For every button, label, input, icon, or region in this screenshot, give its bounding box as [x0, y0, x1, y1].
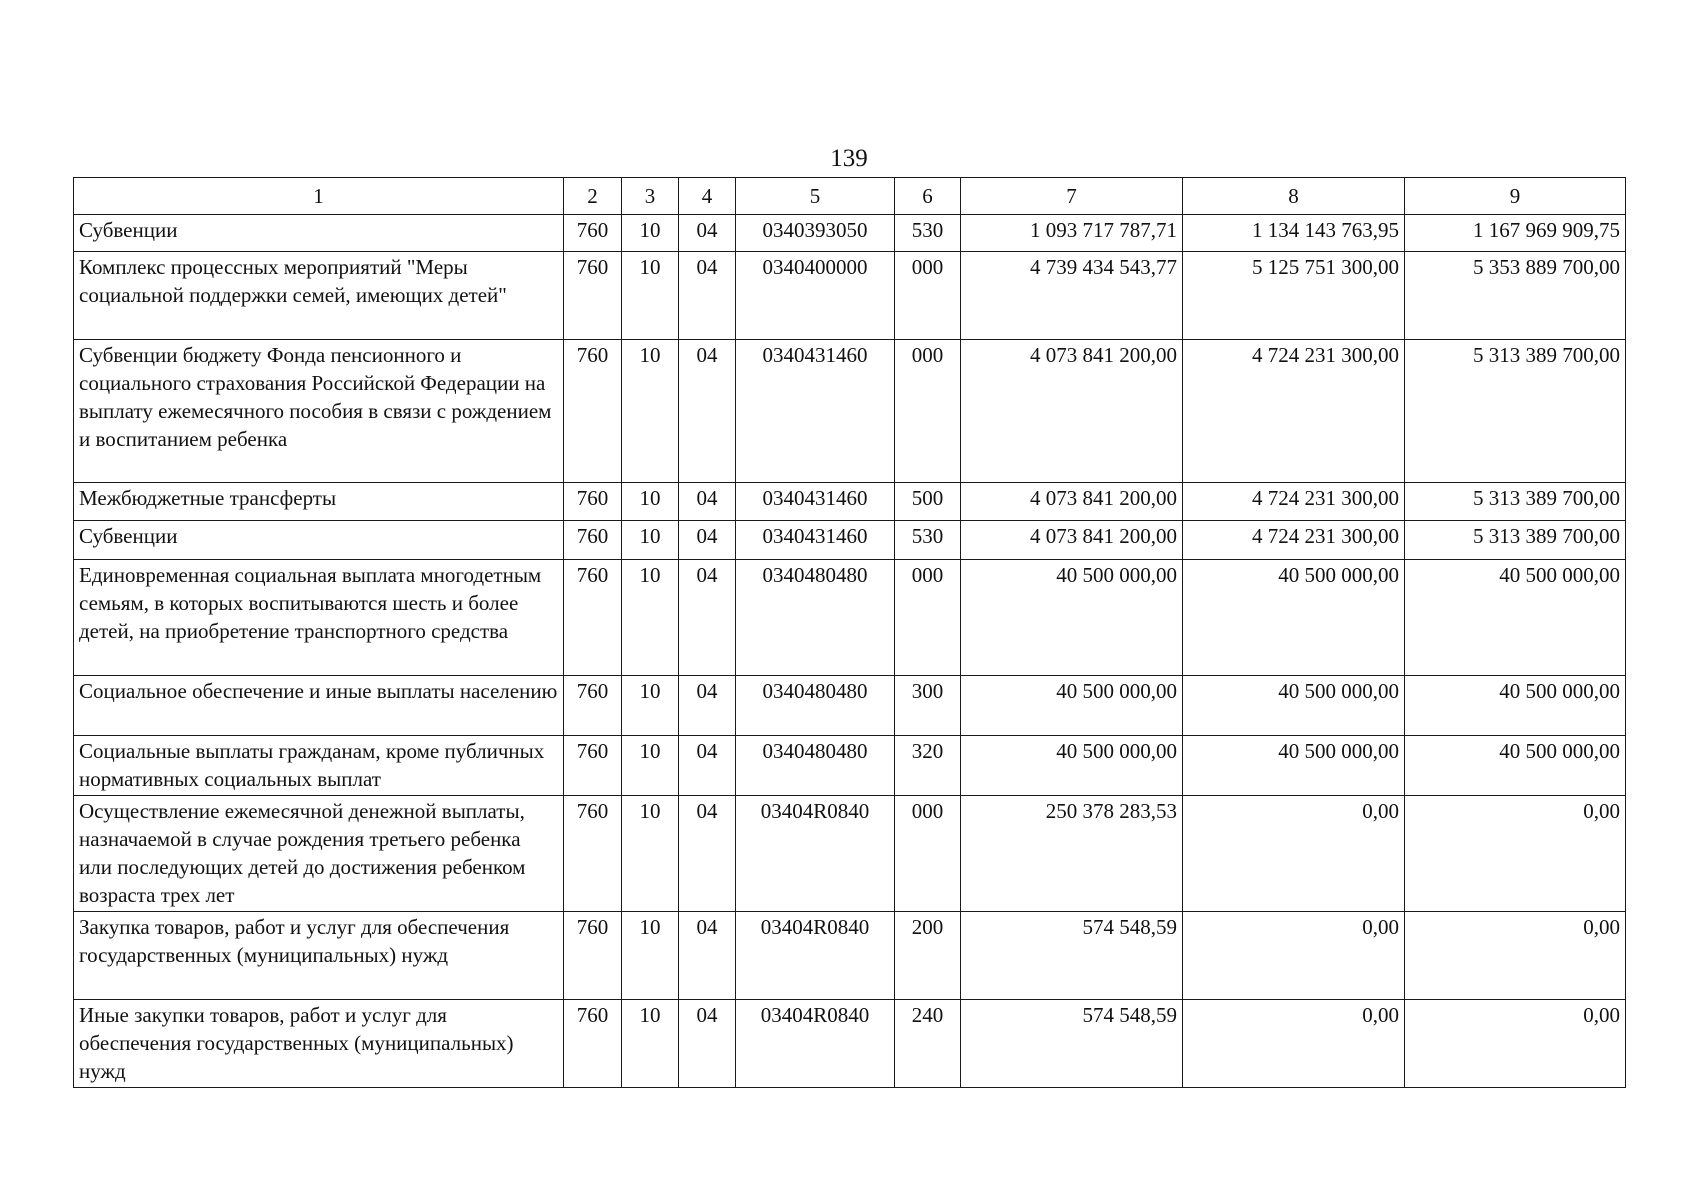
- row-name: Субвенции: [74, 215, 564, 252]
- code-col4: 04: [679, 560, 736, 676]
- code-col4: 04: [679, 912, 736, 1000]
- code-col5: 0340480480: [736, 676, 895, 736]
- table-row: [74, 1000, 1626, 1088]
- amount-col8: 40 500 000,00: [1183, 736, 1405, 796]
- column-header: 3: [622, 178, 679, 215]
- code-col4: 04: [679, 252, 736, 340]
- code-col3: 10: [622, 215, 679, 252]
- amount-col8: 0,00: [1183, 796, 1405, 912]
- code-col5: 0340400000: [736, 252, 895, 340]
- column-header: 2: [564, 178, 622, 215]
- amount-col8: 4 724 231 300,00: [1183, 521, 1405, 560]
- code-col6: 240: [895, 1000, 961, 1088]
- code-col6: 320: [895, 736, 961, 796]
- code-col2: 760: [564, 521, 622, 560]
- column-header: 1: [74, 178, 564, 215]
- code-col3: 10: [622, 252, 679, 340]
- amount-col7: 1 093 717 787,71: [961, 215, 1183, 252]
- amount-col8: 0,00: [1183, 1000, 1405, 1088]
- column-header: 5: [736, 178, 895, 215]
- amount-col9: 5 313 389 700,00: [1405, 340, 1626, 483]
- amount-col7: 4 073 841 200,00: [961, 521, 1183, 560]
- table-row: [74, 676, 1626, 736]
- code-col2: 760: [564, 252, 622, 340]
- row-name: Субвенции бюджету Фонда пенсионного и социального страхования Российской Федерации на выплату ежемесячного пособия в связи с рождением и воспитанием ребенка: [74, 340, 564, 483]
- amount-col7: 4 739 434 543,77: [961, 252, 1183, 340]
- budget-table: [73, 177, 1626, 1088]
- page-number: 139: [830, 145, 868, 172]
- code-col2: 760: [564, 736, 622, 796]
- code-col2: 760: [564, 796, 622, 912]
- code-col3: 10: [622, 483, 679, 521]
- amount-col8: 40 500 000,00: [1183, 676, 1405, 736]
- row-name: Закупка товаров, работ и услуг для обеспечения государственных (муниципальных) нужд: [74, 912, 564, 1000]
- amount-col9: 5 313 389 700,00: [1405, 521, 1626, 560]
- amount-col7: 4 073 841 200,00: [961, 483, 1183, 521]
- code-col3: 10: [622, 796, 679, 912]
- code-col5: 0340393050: [736, 215, 895, 252]
- amount-col7: 574 548,59: [961, 912, 1183, 1000]
- amount-col9: 0,00: [1405, 1000, 1626, 1088]
- column-header: 6: [895, 178, 961, 215]
- code-col2: 760: [564, 912, 622, 1000]
- amount-col9: 40 500 000,00: [1405, 736, 1626, 796]
- code-col6: 200: [895, 912, 961, 1000]
- table-row: [74, 252, 1626, 340]
- amount-col9: 5 313 389 700,00: [1405, 483, 1626, 521]
- row-name: Осуществление ежемесячной денежной выплаты, назначаемой в случае рождения третьего ребенка или последующих детей до достижения ребенком возраста трех лет: [74, 796, 564, 912]
- code-col6: 300: [895, 676, 961, 736]
- code-col2: 760: [564, 560, 622, 676]
- table-row: [74, 560, 1626, 676]
- code-col2: 760: [564, 676, 622, 736]
- table-row: [74, 796, 1626, 912]
- amount-col8: 1 134 143 763,95: [1183, 215, 1405, 252]
- code-col3: 10: [622, 736, 679, 796]
- code-col2: 760: [564, 215, 622, 252]
- code-col6: 530: [895, 521, 961, 560]
- table-row: [74, 736, 1626, 796]
- code-col4: 04: [679, 215, 736, 252]
- code-col2: 760: [564, 340, 622, 483]
- column-header: 7: [961, 178, 1183, 215]
- code-col3: 10: [622, 912, 679, 1000]
- code-col5: 03404R0840: [736, 912, 895, 1000]
- code-col3: 10: [622, 521, 679, 560]
- code-col4: 04: [679, 736, 736, 796]
- amount-col8: 4 724 231 300,00: [1183, 483, 1405, 521]
- code-col4: 04: [679, 483, 736, 521]
- amount-col8: 0,00: [1183, 912, 1405, 1000]
- column-header: 8: [1183, 178, 1405, 215]
- amount-col7: 40 500 000,00: [961, 736, 1183, 796]
- row-name: Социальные выплаты гражданам, кроме публичных нормативных социальных выплат: [74, 736, 564, 796]
- amount-col8: 40 500 000,00: [1183, 560, 1405, 676]
- code-col4: 04: [679, 340, 736, 483]
- row-name: Субвенции: [74, 521, 564, 560]
- amount-col9: 5 353 889 700,00: [1405, 252, 1626, 340]
- row-name: Иные закупки товаров, работ и услуг для обеспечения государственных (муниципальных) нужд: [74, 1000, 564, 1088]
- row-name: Социальное обеспечение и иные выплаты населению: [74, 676, 564, 736]
- code-col5: 03404R0840: [736, 1000, 895, 1088]
- code-col3: 10: [622, 340, 679, 483]
- code-col6: 500: [895, 483, 961, 521]
- amount-col9: 0,00: [1405, 912, 1626, 1000]
- code-col2: 760: [564, 483, 622, 521]
- amount-col9: 1 167 969 909,75: [1405, 215, 1626, 252]
- code-col6: 000: [895, 252, 961, 340]
- amount-col7: 250 378 283,53: [961, 796, 1183, 912]
- code-col4: 04: [679, 676, 736, 736]
- amount-col7: 4 073 841 200,00: [961, 340, 1183, 483]
- amount-col9: 0,00: [1405, 796, 1626, 912]
- column-header: 4: [679, 178, 736, 215]
- table-row: [74, 215, 1626, 252]
- amount-col8: 4 724 231 300,00: [1183, 340, 1405, 483]
- column-header: 9: [1405, 178, 1626, 215]
- code-col6: 530: [895, 215, 961, 252]
- code-col4: 04: [679, 796, 736, 912]
- code-col5: 0340431460: [736, 483, 895, 521]
- code-col6: 000: [895, 560, 961, 676]
- code-col4: 04: [679, 521, 736, 560]
- table-row: [74, 912, 1626, 1000]
- code-col5: 03404R0840: [736, 796, 895, 912]
- code-col3: 10: [622, 560, 679, 676]
- row-name: Комплекс процессных мероприятий "Меры социальной поддержки семей, имеющих детей": [74, 252, 564, 340]
- table-row: [74, 340, 1626, 483]
- amount-col8: 5 125 751 300,00: [1183, 252, 1405, 340]
- amount-col9: 40 500 000,00: [1405, 676, 1626, 736]
- code-col3: 10: [622, 676, 679, 736]
- code-col5: 0340431460: [736, 340, 895, 483]
- code-col5: 0340480480: [736, 736, 895, 796]
- amount-col7: 574 548,59: [961, 1000, 1183, 1088]
- row-name: Межбюджетные трансферты: [74, 483, 564, 521]
- amount-col7: 40 500 000,00: [961, 676, 1183, 736]
- amount-col9: 40 500 000,00: [1405, 560, 1626, 676]
- code-col6: 000: [895, 340, 961, 483]
- column-number-row: [74, 178, 1626, 215]
- code-col3: 10: [622, 1000, 679, 1088]
- code-col5: 0340431460: [736, 521, 895, 560]
- code-col5: 0340480480: [736, 560, 895, 676]
- table-row: [74, 483, 1626, 521]
- code-col2: 760: [564, 1000, 622, 1088]
- table-row: [74, 521, 1626, 560]
- amount-col7: 40 500 000,00: [961, 560, 1183, 676]
- code-col6: 000: [895, 796, 961, 912]
- code-col4: 04: [679, 1000, 736, 1088]
- row-name: Единовременная социальная выплата многодетным семьям, в которых воспитываются шесть и более детей, на приобретение транспортного средства: [74, 560, 564, 676]
